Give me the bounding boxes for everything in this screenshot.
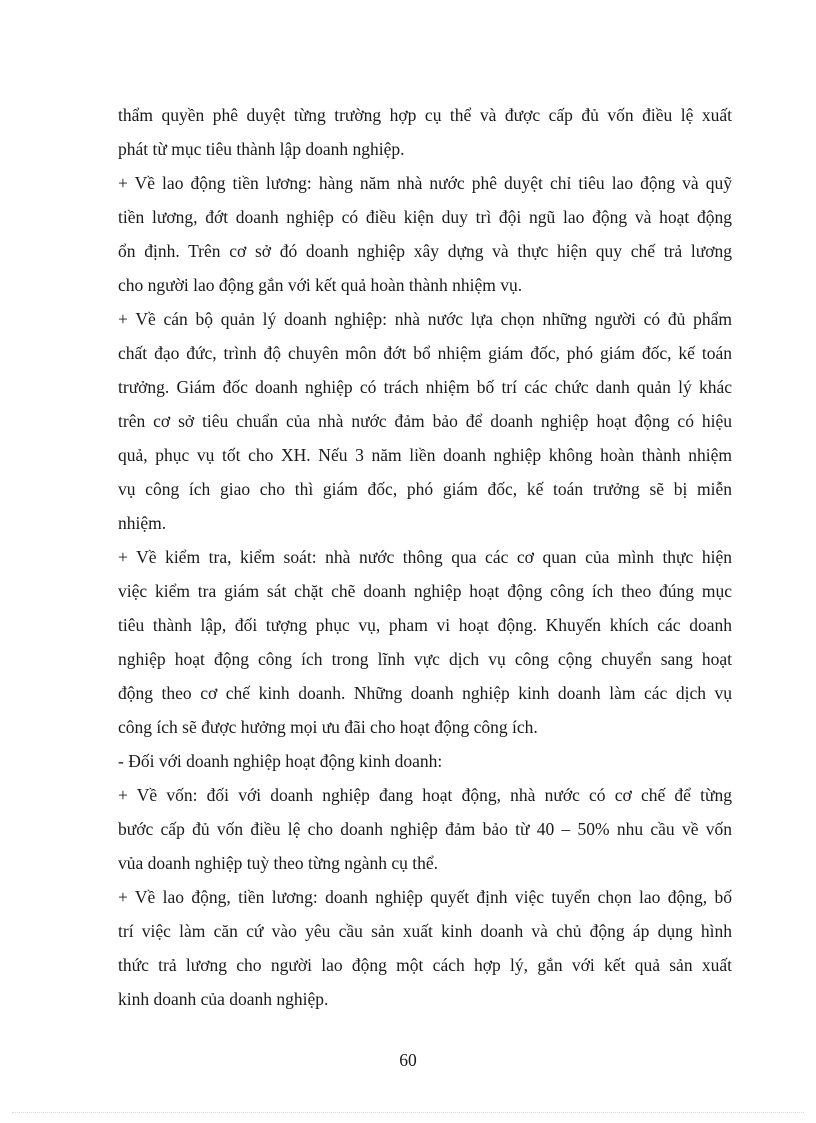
text-line: trí việc làm căn cứ vào yêu cầu sản xuất kinh doanh và chủ động áp dụng hình	[118, 921, 732, 941]
page-number: 60	[399, 1050, 417, 1070]
text-line: + Về vốn: đối với doanh nghiệp đang hoạt động, nhà nước có cơ chế để từng	[118, 785, 732, 805]
text-line: việc kiểm tra giám sát chặt chẽ doanh nghiệp hoạt động công ích theo đúng mục	[118, 581, 732, 601]
text-line: vủa doanh nghiệp tuỳ theo từng ngành cụ thể.	[118, 853, 439, 873]
text-line: - Đối với doanh nghiệp hoạt động kinh doanh:	[118, 751, 443, 771]
text-line: chất đạo đức, trình độ chuyên môn đớt bổ nhiệm giám đốc, phó giám đốc, kế toán	[118, 343, 732, 363]
text-line: thẩm quyền phê duyệt từng trường hợp cụ thể và được cấp đủ vốn điều lệ xuất	[118, 105, 732, 125]
text-line: ổn định. Trên cơ sở đó doanh nghiệp xây dựng và thực hiện quy chế trả lương	[118, 241, 732, 261]
text-line: trưởng. Giám đốc doanh nghiệp có trách nhiệm bố trí các chức danh quản lý khác	[118, 377, 732, 397]
text-line: kinh doanh của doanh nghiệp.	[118, 989, 329, 1009]
text-line: nhiệm.	[118, 513, 167, 533]
text-line: nghiệp hoạt động công ích trong lĩnh vực dịch vụ công cộng chuyển sang hoạt	[118, 649, 732, 669]
text-line: phát từ mục tiêu thành lập doanh nghiệp.	[118, 139, 405, 159]
text-line: tiêu thành lập, đối tượng phục vụ, pham vi hoạt động. Khuyến khích các doanh	[118, 615, 732, 635]
body-text	[118, 98, 732, 1016]
text-line: tiền lương, đớt doanh nghiệp có điều kiện duy trì đội ngũ lao động và hoạt động	[118, 207, 732, 227]
text-line: công ích sẽ được hưởng mọi ưu đãi cho hoạt động công ích.	[118, 717, 538, 737]
text-line: + Về cán bộ quản lý doanh nghiệp: nhà nước lựa chọn những người có đủ phẩm	[118, 309, 732, 329]
text-line: động theo cơ chế kinh doanh. Những doanh nghiệp kinh doanh làm các dịch vụ	[118, 683, 732, 703]
text-line: trên cơ sở tiêu chuẩn của nhà nước đảm bảo để doanh nghiệp hoạt động có hiệu	[118, 411, 732, 431]
text-line: + Về kiểm tra, kiểm soát: nhà nước thông qua các cơ quan của mình thực hiện	[118, 547, 732, 567]
text-line: + Về lao động tiền lương: hàng năm nhà nước phê duyệt chỉ tiêu lao động và quỹ	[118, 173, 732, 193]
text-line: quả, phục vụ tốt cho XH. Nếu 3 năm liền doanh nghiệp không hoàn thành nhiệm	[118, 445, 732, 465]
text-line: thức trả lương cho người lao động một cách hợp lý, gắn với kết quả sản xuất	[118, 955, 732, 975]
text-line: cho người lao động gắn với kết quả hoàn thành nhiệm vụ.	[118, 275, 523, 295]
text-line: vụ công ích giao cho thì giám đốc, phó giám đốc, kế toán trưởng sẽ bị miễn	[118, 479, 732, 499]
text-line: bước cấp đủ vốn điều lệ cho doanh nghiệp đảm bảo từ 40 – 50% nhu cầu về vốn	[118, 819, 732, 839]
text-line: + Về lao động, tiền lương: doanh nghiệp quyết định việc tuyển chọn lao động, bố	[118, 887, 732, 907]
page-bottom-divider	[12, 1112, 804, 1113]
